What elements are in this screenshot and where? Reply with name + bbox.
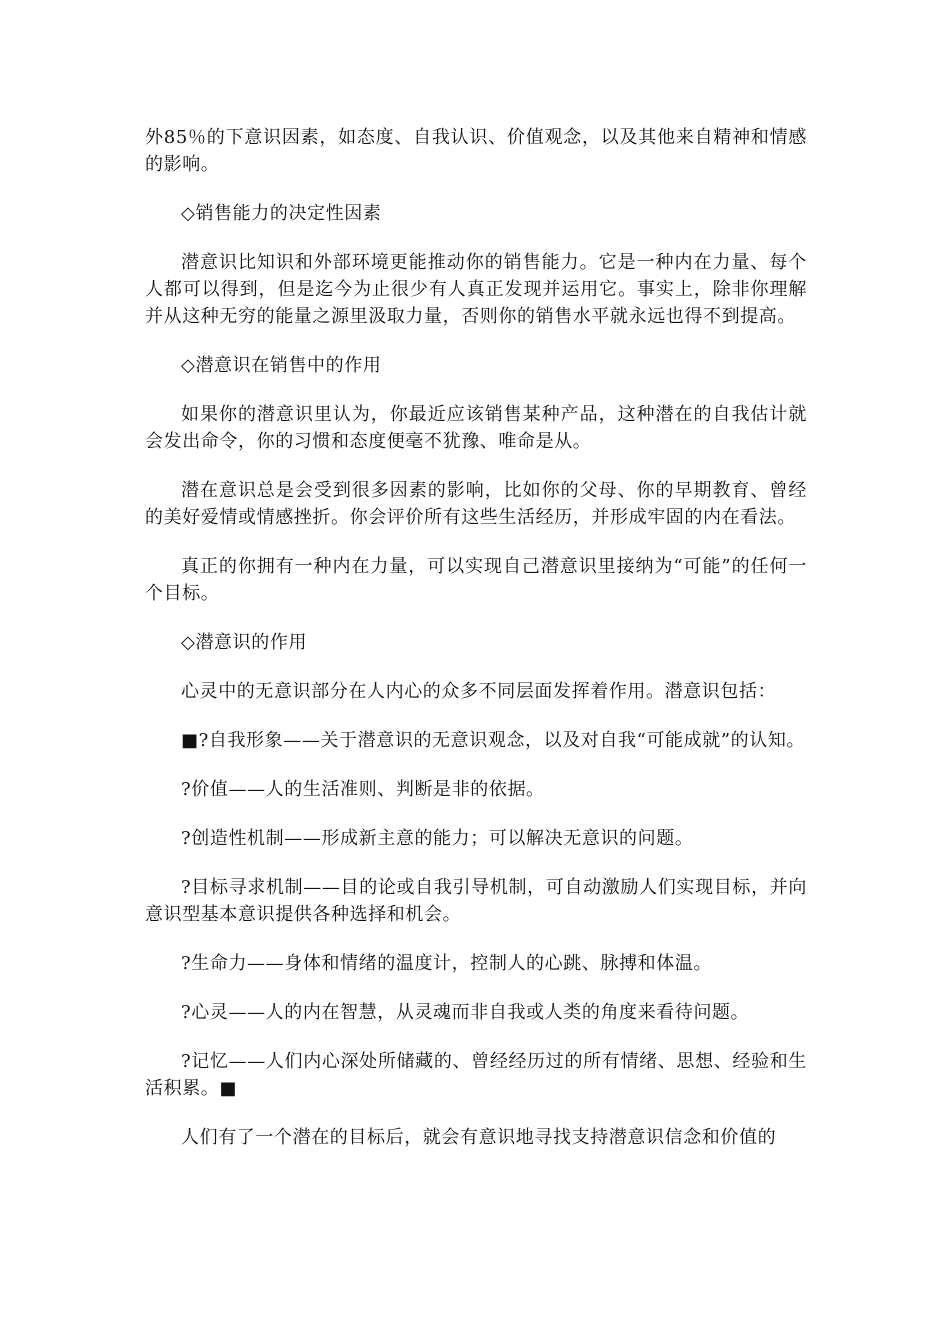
list-item: ?创造性机制——形成新主意的能力；可以解决无意识的问题。	[181, 828, 694, 849]
list-item: ?价值——人的生活准则、判断是非的依据。	[181, 779, 545, 800]
paragraph-continuation: 外85％的下意识因素，如态度、自我认识、价值观念，以及其他来自精神和情感的影响。	[145, 127, 807, 175]
document-body	[145, 124, 807, 1173]
paragraph: 人们有了一个潜在的目标后，就会有意识地寻找支持潜意识信念和价值的	[181, 1127, 777, 1148]
list-item: ■?自我形象——关于潜意识的无意识观念，以及对自我“可能成就”的认知。	[181, 730, 806, 751]
list-item: ?目标寻求机制——目的论或自我引导机制，可自动激励人们实现目标，并向意识型基本意识提供各种选择和机会。	[145, 877, 807, 925]
section-heading-sales-ability-factors: ◇销售能力的决定性因素	[181, 203, 382, 224]
list-item: ?心灵——人的内在智慧，从灵魂而非自我或人类的角度来看待问题。	[181, 1002, 750, 1023]
section-heading-subconscious-role: ◇潜意识的作用	[181, 632, 308, 653]
paragraph: 心灵中的无意识部分在人内心的众多不同层面发挥着作用。潜意识包括：	[181, 681, 777, 702]
paragraph: 潜在意识总是会受到很多因素的影响，比如你的父母、你的早期教育、曾经的美好爱情或情感挫折。你会评价所有这些生活经历，并形成牢固的内在看法。	[145, 480, 807, 528]
paragraph: 如果你的潜意识里认为，你最近应该销售某种产品，这种潜在的自我估计就会发出命令，你的习惯和态度便毫不犹豫、唯命是从。	[145, 404, 807, 452]
paragraph: 潜意识比知识和外部环境更能推动你的销售能力。它是一种内在力量、每个人都可以得到，但是迄今为止很少有人真正发现并运用它。事实上，除非你理解并从这种无穷的能量之源里汲取力量，否则你的销售水平就永远也得不到提高。	[145, 252, 807, 327]
section-heading-subconscious-in-sales: ◇潜意识在销售中的作用	[181, 355, 382, 376]
list-item: ?记忆——人们内心深处所储藏的、曾经经历过的所有情绪、思想、经验和生活积累。■	[145, 1051, 807, 1099]
paragraph: 真正的你拥有一种内在力量，可以实现自己潜意识里接纳为“可能”的任何一个目标。	[145, 556, 807, 604]
list-item: ?生命力——身体和情绪的温度计，控制人的心跳、脉搏和体温。	[181, 953, 713, 974]
